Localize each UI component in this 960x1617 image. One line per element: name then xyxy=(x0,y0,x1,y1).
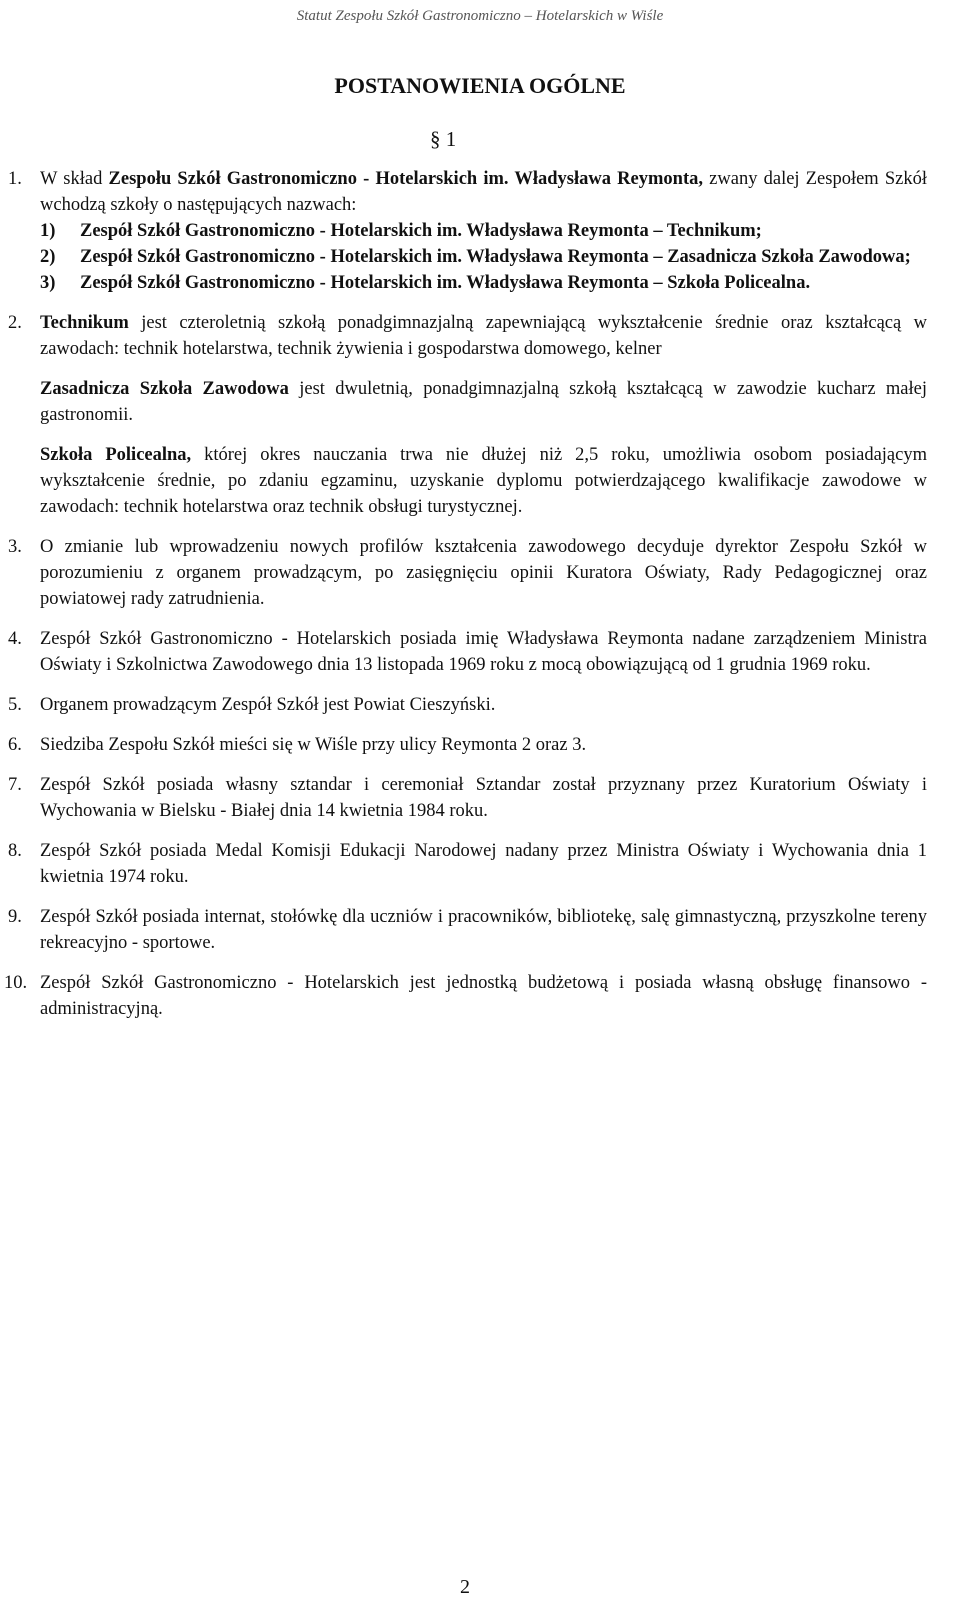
zasadnicza-description xyxy=(40,376,927,428)
item-text: Zespół Szkół posiada własny sztandar i ceremoniał Sztandar został przyznany przez Kuratorium Oświaty i Wychowania w Bielsku - Białej dnia 14 kwietnia 1984 roku. xyxy=(40,775,927,821)
paragraph-item-10 xyxy=(0,970,960,1022)
subitem-number: 3) xyxy=(40,273,56,293)
paragraph-item-7 xyxy=(0,772,960,824)
subitem-number: 1) xyxy=(40,221,56,241)
paragraph-item-6 xyxy=(0,732,960,758)
item-1-intro xyxy=(40,166,927,218)
paragraph-item-4 xyxy=(0,626,960,678)
item-number: 2. xyxy=(8,313,22,333)
paragraph-item-5 xyxy=(0,692,960,718)
item-number: 9. xyxy=(8,907,22,927)
item-text: Zespół Szkół posiada internat, stołówkę dla uczniów i pracowników, bibliotekę, salę gimnastyczną, przyszkolne tereny rekreacyjno - sportowe. xyxy=(40,907,927,953)
item-text: Zespół Szkół Gastronomiczno - Hotelarskich jest jednostką budżetową i posiada własną obsługę finansowo - administracyjną. xyxy=(40,973,927,1019)
section-number: § 1 xyxy=(430,127,457,151)
item-number: 3. xyxy=(8,537,22,557)
policealna-description xyxy=(40,442,927,520)
technikum-label: Technikum xyxy=(40,313,129,333)
document-body xyxy=(0,166,960,1036)
school-list xyxy=(40,218,927,296)
school-list-item xyxy=(40,270,927,296)
paragraph-item-8 xyxy=(0,838,960,890)
intro-continuation: zwany dalej Zespołem Szkół wchodzą szkoły o następujących nazwach: xyxy=(40,169,927,215)
paragraph-item-3 xyxy=(0,534,960,612)
policealna-label: Szkoła Policealna, xyxy=(40,445,192,465)
item-number: 5. xyxy=(8,695,22,715)
item-number: 1. xyxy=(8,169,22,189)
technikum-text: jest czteroletnią szkołą ponadgimnazjalną zapewniającą wykształcenie średnie oraz kształcącą w zawodach: technik hotelarstwa, technik żywienia i gospodarstwa domowego, kelner xyxy=(40,313,927,359)
intro-text: W skład xyxy=(40,169,109,189)
paragraph-item-2 xyxy=(0,310,960,520)
paragraph-item-9 xyxy=(0,904,960,956)
item-text: O zmianie lub wprowadzeniu nowych profilów kształcenia zawodowego decyduje dyrektor Zespołu Szkół w porozumieniu z organem prowadzącym, po zasięgnięciu opinii Kuratora Oświaty, Rady Pedagogicznej oraz powiatowej rady zatrudnienia. xyxy=(40,537,927,609)
page-number: 2 xyxy=(460,1576,470,1598)
item-number: 6. xyxy=(8,735,22,755)
school-name: Zespół Szkół Gastronomiczno - Hotelarskich im. Władysława Reymonta – Technikum; xyxy=(80,221,762,241)
school-complex-name: Zespołu Szkół Gastronomiczno - Hotelarskich im. Władysława Reymonta, xyxy=(108,169,703,189)
school-name: Zespół Szkół Gastronomiczno - Hotelarskich im. Władysława Reymonta – Zasadnicza Szkoła Zawodowa; xyxy=(80,247,911,267)
technikum-description xyxy=(40,310,927,362)
item-text: Zespół Szkół posiada Medal Komisji Edukacji Narodowej nadany przez Ministra Oświaty i Wychowania dnia 1 kwietnia 1974 roku. xyxy=(40,841,927,887)
item-number: 7. xyxy=(8,775,22,795)
item-text: Zespół Szkół Gastronomiczno - Hotelarskich posiada imię Władysława Reymonta nadane zarządzeniem Ministra Oświaty i Szkolnictwa Zawodowego dnia 13 listopada 1969 roku z mocą obowiązującą od 1 grudnia 1969 roku. xyxy=(40,629,927,675)
page-title: POSTANOWIENIA OGÓLNE xyxy=(334,73,626,98)
zasadnicza-label: Zasadnicza Szkoła Zawodowa xyxy=(40,379,289,399)
school-list-item xyxy=(40,218,927,244)
paragraph-item-1 xyxy=(0,166,960,296)
subitem-number: 2) xyxy=(40,247,56,267)
item-text: Organem prowadzącym Zespół Szkół jest Powiat Cieszyński. xyxy=(40,695,496,715)
item-number: 10. xyxy=(4,973,28,993)
school-list-item xyxy=(40,244,927,270)
zasadnicza-text: jest dwuletnią, ponadgimnazjalną szkołą kształcącą w zawodzie kucharz małej gastronomii. xyxy=(40,379,927,425)
policealna-text: której okres nauczania trwa nie dłużej niż 2,5 roku, umożliwia osobom posiadającym wykształcenie średnie, po zdaniu egzaminu, uzyskanie dyplomu potwierdzającego kwalifikacje zawodowe w zawodach: technik hotelarstwa oraz technik obsługi turystycznej. xyxy=(40,445,927,517)
item-text: Siedziba Zespołu Szkół mieści się w Wiśle przy ulicy Reymonta 2 oraz 3. xyxy=(40,735,587,755)
running-header: Statut Zespołu Szkół Gastronomiczno – Hotelarskich w Wiśle xyxy=(296,8,664,24)
item-number: 8. xyxy=(8,841,22,861)
school-name: Zespół Szkół Gastronomiczno - Hotelarskich im. Władysława Reymonta – Szkoła Policealna. xyxy=(80,273,811,293)
item-number: 4. xyxy=(8,629,22,649)
